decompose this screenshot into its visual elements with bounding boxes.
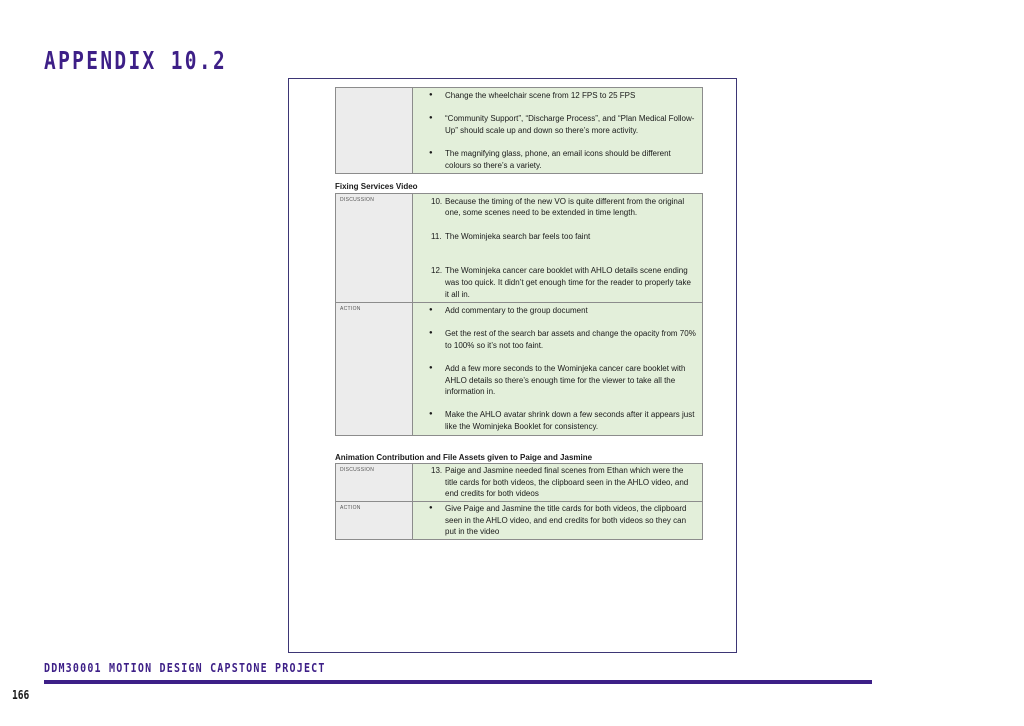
list-item: ● The magnifying glass, phone, an email icons should be different colours so there’s a variety. — [419, 148, 696, 171]
action-cell — [413, 502, 703, 540]
list-item: ● Give Paige and Jasmine the title cards for both videos, the clipboard seen in the AHLO video, and end credits for both videos so they can put in the video — [419, 503, 696, 538]
list-item: ● Change the wheelchair scene from 12 FPS to 25 FPS — [419, 90, 696, 102]
list-item: ● Add a few more seconds to the Wominjeka cancer care booklet with AHLO details so there’s enough time for the viewer to take all the information in. — [419, 363, 696, 398]
list-item: ● Get the rest of the search bar assets and change the opacity from 70% to 100% so it’s not too faint. — [419, 328, 696, 351]
table-row — [336, 88, 703, 174]
list-item: 11. The Wominjeka search bar feels too faint — [431, 231, 591, 241]
action-label: ACTION — [336, 502, 413, 540]
table-row — [336, 193, 703, 302]
action-cell — [413, 303, 703, 436]
section-heading-fixing-services: Fixing Services Video — [335, 182, 418, 192]
embedded-document-page — [288, 78, 737, 653]
footer-divider — [44, 680, 872, 684]
list-item: 12. The Wominjeka cancer care booklet with AHLO details scene ending was too quick. It didn’t get enough time for the reader to properly take it all in. — [431, 266, 691, 299]
list-item: 13. Paige and Jasmine needed final scenes from Ethan which were the title cards for both videos, the clipboard seen in the AHLO video, and end credits for both videos — [431, 466, 689, 499]
discussion-label: DISCUSSION — [336, 464, 413, 502]
list-item: ● “Community Support”, “Discharge Process”, and “Plan Medical Follow-Up” should scale up and down so there’s more activity. — [419, 113, 696, 136]
list-item: ● Make the AHLO avatar shrink down a few seconds after it appears just like the Wominjeka Booklet for consistency. — [419, 409, 696, 432]
meeting-notes — [335, 87, 703, 540]
section-heading-animation-contribution: Animation Contribution and File Assets given to Paige and Jasmine — [335, 452, 593, 462]
action-cell — [413, 88, 703, 174]
discussion-cell — [413, 193, 703, 302]
list-item: ● Add commentary to the group document — [419, 305, 696, 317]
discussion-cell — [413, 464, 703, 502]
table-row — [336, 502, 703, 540]
appendix-title: APPENDIX 10.2 — [44, 46, 228, 75]
animation-contribution-table — [335, 463, 703, 540]
table-row — [336, 303, 703, 436]
empty-label-cell — [336, 88, 413, 174]
action-label: ACTION — [336, 303, 413, 436]
top-action-table — [335, 87, 703, 174]
fixing-services-table — [335, 193, 703, 436]
list-item: 10. Because the timing of the new VO is quite different from the original one, some scenes need to be extended in time length. — [431, 196, 685, 218]
table-row — [336, 464, 703, 502]
discussion-label: DISCUSSION — [336, 193, 413, 302]
footer-project-title: DDM30001 MOTION DESIGN CAPSTONE PROJECT — [44, 660, 326, 675]
page-number: 166 — [12, 688, 30, 702]
